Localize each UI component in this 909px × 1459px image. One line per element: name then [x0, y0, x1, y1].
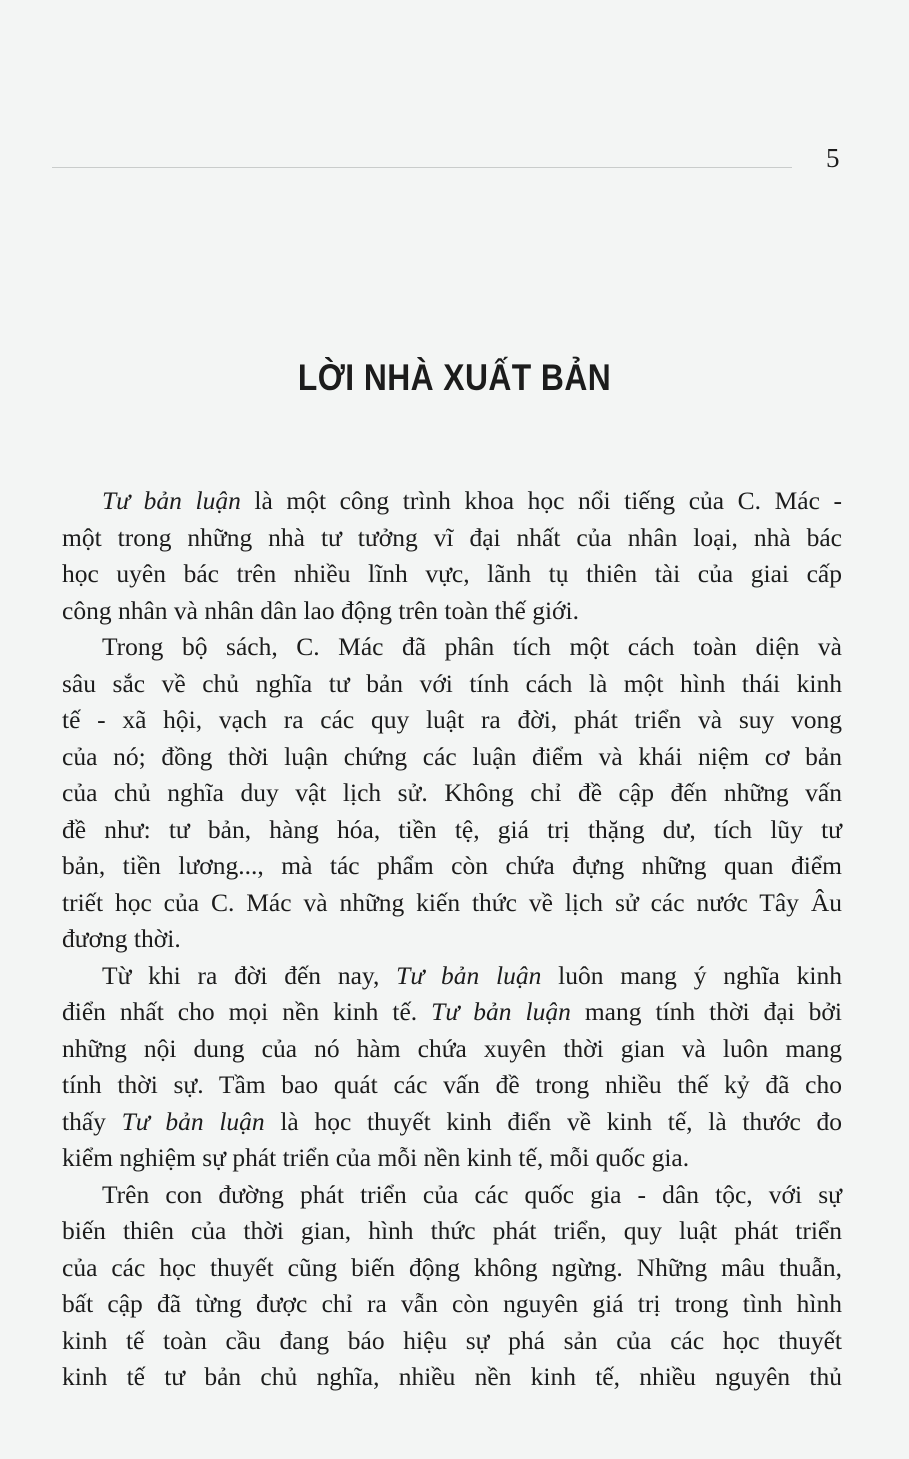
- text-line: [62, 885, 842, 922]
- text-run: đề như: tư bản, hàng hóa, tiền tệ, giá trị thặng dư, tích lũy tư: [62, 814, 842, 844]
- text-run: kiểm nghiệm sự phát triển của mỗi nền kinh tế, mỗi quốc gia.: [62, 1143, 690, 1172]
- paragraph: [62, 1177, 842, 1396]
- text-run: Trong bộ sách, C. Mác đã phân tích một cách toàn diện và: [102, 632, 842, 661]
- text-line: [62, 994, 842, 1031]
- text-run: thấy: [62, 1106, 122, 1136]
- text-run: những nội dung của nó hàm chứa xuyên thời gian và luôn mang: [62, 1033, 842, 1063]
- text-line: [62, 958, 842, 995]
- text-run: học uyên bác trên nhiều lĩnh vực, lãnh tụ thiên tài của giai cấp: [62, 559, 842, 588]
- italic-title-text: Tư bản luận: [431, 997, 571, 1026]
- text-line: [62, 1323, 842, 1360]
- text-line: [62, 1104, 842, 1141]
- text-line: [62, 556, 842, 593]
- text-line: [62, 1213, 842, 1250]
- text-run: của chủ nghĩa duy vật lịch sử. Không chỉ đề cập đến những vấn: [62, 778, 842, 807]
- text-line: [62, 666, 842, 703]
- text-line: [62, 1250, 842, 1287]
- text-line: [62, 1359, 842, 1396]
- italic-title-text: Tư bản luận: [121, 1106, 265, 1136]
- text-run: bất cập đã từng được chỉ ra vẫn còn nguyên giá trị trong tình hình: [62, 1289, 842, 1318]
- text-line: [62, 739, 842, 776]
- text-line: [62, 1067, 842, 1104]
- text-line: [62, 775, 842, 812]
- text-run: biến thiên của thời gian, hình thức phát triển, quy luật phát triển: [62, 1216, 842, 1245]
- text-run: sâu sắc về chủ nghĩa tư bản với tính cách là một hình thái kinh: [62, 668, 842, 698]
- text-run: mang tính thời đại bởi: [570, 997, 842, 1026]
- text-run: bản, tiền lương..., mà tác phẩm còn chứa đựng những quan điểm: [62, 851, 842, 880]
- text-line: [62, 520, 842, 557]
- text-run: điển nhất cho mọi nền kinh tế.: [62, 997, 432, 1026]
- body-text: [62, 483, 842, 1396]
- text-line: [62, 1286, 842, 1323]
- text-line: [62, 921, 842, 958]
- text-run: Từ khi ra đời đến nay,: [102, 960, 397, 990]
- text-run: của nó; đồng thời luận chứng các luận điểm và khái niệm cơ bản: [62, 741, 842, 771]
- text-line: [62, 1177, 842, 1214]
- italic-title-text: Tư bản luận: [396, 960, 542, 990]
- section-title: LỜI NHÀ XUẤT BẢN: [297, 357, 612, 398]
- text-run: kinh tế tư bản chủ nghĩa, nhiều nền kinh tế, nhiều nguyên thủ: [62, 1362, 842, 1391]
- text-run: tế - xã hội, vạch ra các quy luật ra đời, phát triển và suy vong: [62, 705, 842, 734]
- text-run: đương thời.: [62, 924, 181, 953]
- text-run: triết học của C. Mác và những kiến thức về lịch sử các nước Tây Âu: [62, 887, 842, 917]
- text-run: Trên con đường phát triển của các quốc gia - dân tộc, với sự: [102, 1179, 842, 1209]
- text-line: [62, 848, 842, 885]
- text-run: tính thời sự. Tầm bao quát các vấn đề trong nhiều thế kỷ đã cho: [62, 1070, 842, 1099]
- text-run: công nhân và nhân dân lao động trên toàn thế giới.: [62, 595, 579, 625]
- header-rule: [52, 167, 792, 168]
- italic-title-text: Tư bản luận: [102, 486, 241, 515]
- text-line: [62, 702, 842, 739]
- text-run: kinh tế toàn cầu đang báo hiệu sự phá sản của các học thuyết: [62, 1325, 842, 1355]
- text-line: [62, 629, 842, 666]
- text-line: [62, 483, 842, 520]
- text-run: luôn mang ý nghĩa kinh: [541, 960, 842, 990]
- paragraph: [62, 629, 842, 958]
- page-number: 5: [826, 143, 840, 173]
- text-line: [62, 593, 842, 630]
- text-run: của các học thuyết cũng biến động không ngừng. Những mâu thuẫn,: [62, 1252, 842, 1282]
- text-line: [62, 1031, 842, 1068]
- text-run: là học thuyết kinh điển về kinh tế, là thước đo: [264, 1106, 842, 1136]
- text-run: một trong những nhà tư tưởng vĩ đại nhất của nhân loại, nhà bác: [62, 522, 842, 552]
- text-line: [62, 812, 842, 849]
- text-line: [62, 1140, 842, 1177]
- text-run: là một công trình khoa học nổi tiếng của C. Mác -: [240, 486, 842, 515]
- paragraph: [62, 483, 842, 629]
- paragraph: [62, 958, 842, 1177]
